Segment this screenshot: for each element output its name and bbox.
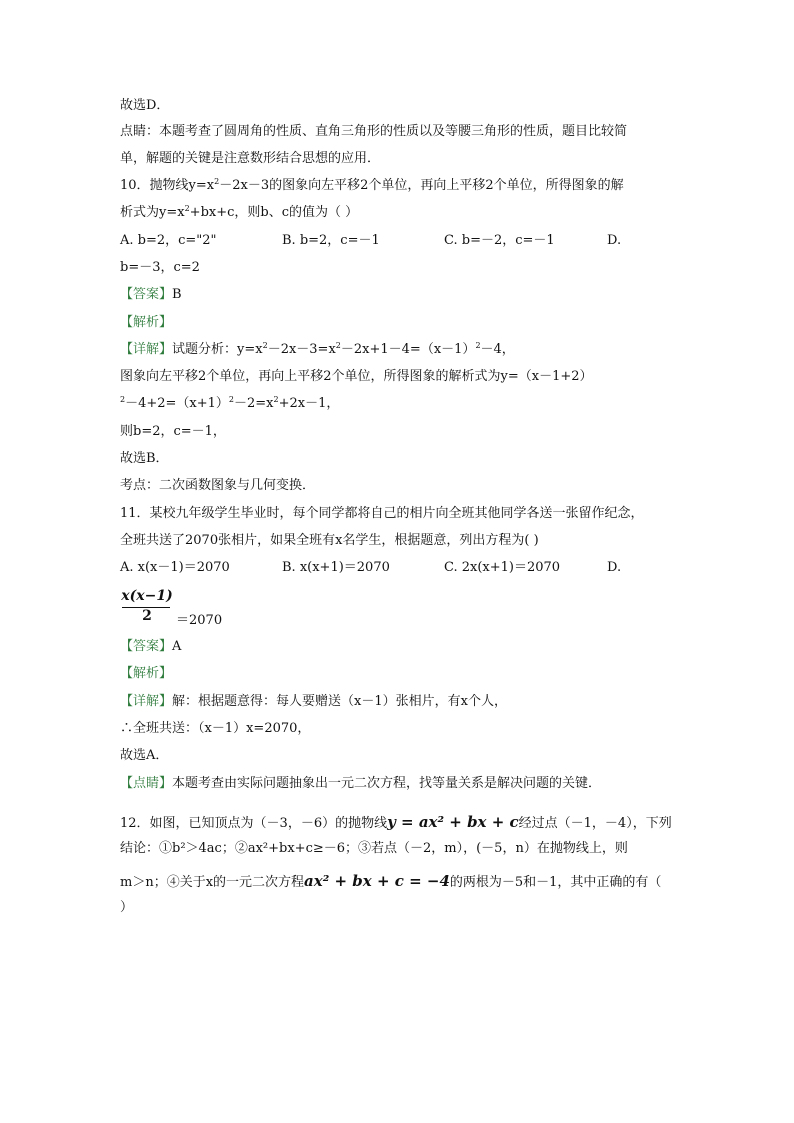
q9-choice: 故选D． xyxy=(120,98,170,113)
q11-stem-line1: 11．某校九年级学生毕业时，每个同学都将自己的相片向全班其他同学各送一张留作纪念， xyxy=(120,506,644,521)
q10-option-d-value: b=－3，c=2 xyxy=(120,260,200,275)
q10-kaodian: 考点：二次函数图象与几何变换． xyxy=(120,478,316,493)
q11-option-a: A. x(x－1)＝2070 xyxy=(120,560,230,575)
q9-comment-line2: 单，解题的关键是注意数形结合思想的应用． xyxy=(120,151,381,166)
q10-analysis-tag: 【解析】 xyxy=(120,315,173,330)
q11-analysis-tag: 【解析】 xyxy=(120,666,173,681)
q10-detail-line4: 则b=2，c=－1， xyxy=(120,424,226,439)
q12-stem-line4: ） xyxy=(120,900,134,915)
q10-option-b: B. b=2，c=－1 xyxy=(282,233,380,248)
q11-option-c: C. 2x(x+1)＝2070 xyxy=(444,560,561,575)
fraction-denominator: 2 xyxy=(142,608,152,624)
q11-stem-line2: 全班共送了2070张相片，如果全班有x名学生，根据题意，列出方程为( ) xyxy=(120,533,539,548)
q11-choice: 故选A． xyxy=(120,748,169,763)
q11-option-d-fraction xyxy=(120,588,174,626)
q9-comment-line1: 点睛：本题考查了圆周角的性质、直角三角形的性质以及等腰三角形的性质，题目比较简 xyxy=(120,124,628,139)
q10-option-d: D. xyxy=(607,233,622,248)
q10-choice: 故选B． xyxy=(120,451,169,466)
q10-stem-line1: 10．抛物线$y=x^2-2x-3$的图象向左平移2个单位，再向上平移2个单位，所得图象的解 xyxy=(120,177,624,193)
answer-tag: 【答案】 xyxy=(120,287,173,302)
q12-stem-line3: m＞n；④关于x的一元二次方程ax² + bx + c = −4的两根为－5和－1，其中正确的有（ xyxy=(120,872,662,890)
q11-option-b: B. x(x+1)＝2070 xyxy=(282,560,390,575)
q10-option-a: A. b=2，c="2" xyxy=(120,233,217,248)
q12-stem-line2: 结论：①b²＞4ac；②ax²+bx+c≥－6；③若点（－2，m），(－5，n）在抛物线上，则 xyxy=(120,841,628,856)
q10-detail-line1: 【详解】试题分析：$y=x^2-2x-3=x^2-2x+1-4=(x-1)^2-4$， xyxy=(120,341,515,357)
q11-option-d-tail: ＝2070 xyxy=(176,613,223,628)
q10-detail-line3: $^2-4+2=(x+1)^2-2=x^2+2x-1$， xyxy=(120,395,340,411)
q10-detail-line2: 图象向左平移2个单位，再向上平移2个单位，所得图象的解析式为y=（x－1+2） xyxy=(120,369,593,384)
q11-option-d: D. xyxy=(607,560,622,575)
q10-answer: 【答案】B xyxy=(120,287,182,302)
q10-option-c: C. b=－2，c=－1 xyxy=(444,233,555,248)
q10-stem-line2: 析式为$y=x^2+bx+c$，则b、c的值为（ ） xyxy=(120,204,359,220)
q12-formula-parabola: y = ax² + bx + c xyxy=(387,813,519,831)
q12-stem-line1: 12．如图，已知顶点为（－3，－6）的抛物线y = ax² + bx + c经过点（－1，－4），下列 xyxy=(120,813,672,831)
q11-comment: 【点睛】本题考查由实际问题抽象出一元二次方程，找等量关系是解决问题的关键． xyxy=(120,776,602,791)
q11-detail-line2: ∴全班共送：（x－1）x=2070， xyxy=(120,721,311,736)
q12-formula-equation: ax² + bx + c = −4 xyxy=(304,872,450,890)
q11-detail-line1: 【详解】解：根据题意得：每人要赠送（x－1）张相片，有x个人， xyxy=(120,694,507,709)
fraction-numerator: x(x−1) xyxy=(121,588,173,604)
q11-answer: 【答案】A xyxy=(120,639,182,654)
